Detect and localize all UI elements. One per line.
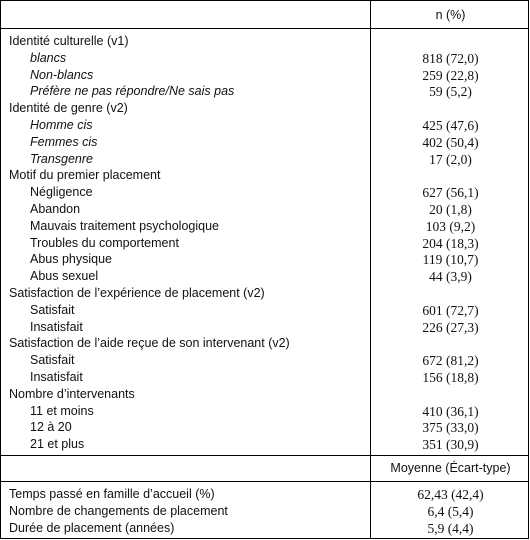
row-label: Préfère ne pas répondre/Ne sais pas xyxy=(30,84,235,99)
row-label: blancs xyxy=(30,50,67,65)
mean-row xyxy=(1,486,530,503)
row-label: Mauvais traitement psychologique xyxy=(30,218,219,233)
table-row xyxy=(1,352,530,369)
row-label: 11 et moins xyxy=(30,403,94,418)
section-rule xyxy=(1,455,528,456)
row-label: Homme cis xyxy=(30,118,93,132)
table-row xyxy=(1,201,530,218)
row-label: Motif du premier placement xyxy=(9,168,161,183)
row-label: Transgenre xyxy=(30,151,93,166)
table-row xyxy=(1,369,530,386)
header-n-percent: n (%) xyxy=(435,8,466,22)
row-value: 103 (9,2) xyxy=(425,218,476,234)
header-mean-sd: Moyenne (Écart-type) xyxy=(390,461,511,475)
row-label: Satisfait xyxy=(30,353,75,368)
mean-row xyxy=(1,503,530,520)
row-label: Femmes cis xyxy=(30,134,98,149)
row-label: Insatisfait xyxy=(30,370,83,384)
row-label: 21 et plus xyxy=(30,437,85,452)
row-value: 44 (3,9) xyxy=(429,269,472,285)
table-row xyxy=(1,302,530,319)
row-label: Nombre de changements de placement xyxy=(9,504,228,518)
category-row xyxy=(1,285,530,302)
row-value: 627 (56,1) xyxy=(422,185,479,201)
row-value: 204 (18,3) xyxy=(422,235,479,251)
table-row xyxy=(1,235,530,252)
table-row xyxy=(1,436,530,453)
row-value: 818 (72,0) xyxy=(422,50,479,66)
row-value: 375 (33,0) xyxy=(422,420,479,436)
table-row xyxy=(1,319,530,336)
table-row xyxy=(1,117,530,134)
table-row xyxy=(1,83,530,100)
row-value: 62,43 (42,4) xyxy=(417,487,484,502)
row-value: 119 (10,7) xyxy=(422,252,479,268)
table-row xyxy=(1,184,530,201)
row-value: 410 (36,1) xyxy=(422,403,479,419)
table-row xyxy=(1,251,530,268)
row-label: Négligence xyxy=(30,185,93,200)
table-row xyxy=(1,134,530,151)
table-row xyxy=(1,403,530,420)
table-row xyxy=(1,419,530,436)
category-row xyxy=(1,167,530,184)
row-label: Satisfait xyxy=(30,302,75,317)
row-value: 20 (1,8) xyxy=(429,202,472,217)
row-value: 226 (27,3) xyxy=(422,319,479,335)
row-value: 59 (5,2) xyxy=(429,84,472,100)
row-value: 425 (47,6) xyxy=(422,118,479,133)
category-row xyxy=(1,33,530,50)
table-row xyxy=(1,151,530,168)
row-label: Satisfaction de l’expérience de placement (v2) xyxy=(9,286,265,300)
table-row xyxy=(1,67,530,84)
row-label: Abus physique xyxy=(30,252,113,267)
row-label: Nombre d’intervenants xyxy=(9,386,135,401)
row-label: Non-blancs xyxy=(30,67,94,82)
row-label: Abus sexuel xyxy=(30,269,99,284)
row-value: 402 (50,4) xyxy=(422,134,479,150)
row-value: 156 (18,8) xyxy=(422,370,479,385)
row-label: Satisfaction de l’aide reçue de son intervenant (v2) xyxy=(9,336,290,351)
table-row xyxy=(1,218,530,235)
table-row xyxy=(1,268,530,285)
row-value: 17 (2,0) xyxy=(429,151,472,167)
row-label: Identité culturelle (v1) xyxy=(9,34,129,48)
section-rule xyxy=(1,481,528,482)
row-value: 6,4 (5,4) xyxy=(427,504,474,519)
category-row xyxy=(1,386,530,403)
row-label: Insatisfait xyxy=(30,319,83,334)
row-value: 5,9 (4,4) xyxy=(427,521,474,536)
header-rule xyxy=(1,28,528,29)
table-row xyxy=(1,50,530,67)
category-row xyxy=(1,335,530,352)
row-value: 672 (81,2) xyxy=(422,353,479,369)
row-value: 601 (72,7) xyxy=(422,302,479,318)
mean-row xyxy=(1,520,530,537)
row-label: Abandon xyxy=(30,202,81,216)
row-label: Durée de placement (années) xyxy=(9,521,175,535)
row-value: 259 (22,8) xyxy=(422,67,479,83)
row-value: 351 (30,9) xyxy=(422,437,479,453)
category-row xyxy=(1,100,530,117)
row-label: Temps passé en famille d’accueil (%) xyxy=(9,487,215,501)
row-label: Identité de genre (v2) xyxy=(9,101,128,116)
row-label: 12 à 20 xyxy=(30,420,72,435)
row-label: Troubles du comportement xyxy=(30,235,179,250)
